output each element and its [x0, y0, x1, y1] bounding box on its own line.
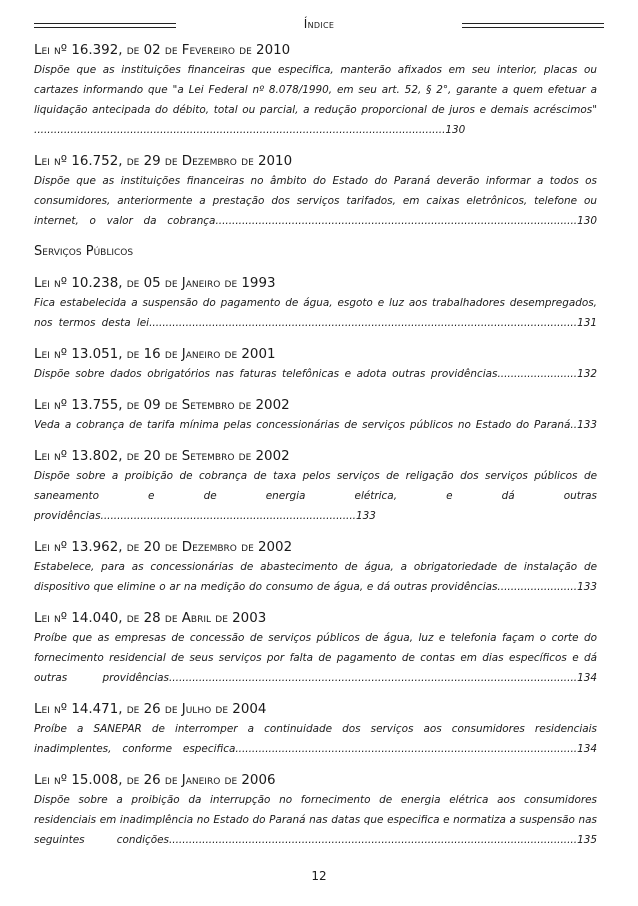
entry-title: Lei nº 13.962, de 20 de Dezembro de 2002 — [34, 540, 293, 555]
entry-title: Lei nº 14.471, de 26 de Julho de 2004 — [34, 702, 267, 717]
index-entry — [34, 397, 597, 435]
index-entry — [34, 610, 597, 688]
entry-description: Fica estabelecida a suspensão do pagamento de água, esgoto e luz aos trabalhadores desempregados, nos termos desta lei.................................................................................................................................131 — [34, 297, 597, 329]
entry-description: Proíbe a SANEPAR de interromper a continuidade dos serviços aos consumidores residenciais inadimplentes, conforme especifica.......................................................................................................134 — [34, 723, 597, 755]
entry-title: Lei nº 13.051, de 16 de Janeiro de 2001 — [34, 347, 276, 362]
page-header — [34, 14, 604, 36]
header-rule-right — [462, 23, 604, 28]
entry-description: Veda a cobrança de tarifa mínima pelas concessionárias de serviços públicos no Estado do Paraná..133 — [34, 419, 597, 431]
entry-title: Lei nº 15.008, de 26 de Janeiro de 2006 — [34, 773, 276, 788]
entry-description: Proíbe que as empresas de concessão de serviços públicos de água, luz e telefonia façam o corte do fornecimento residencial de seus serviços por falta de pagamento de contas em dias específicos e dá outras providências...........................................................................................................................134 — [34, 632, 597, 684]
entry-title: Lei nº 16.752, de 29 de Dezembro de 2010 — [34, 154, 293, 169]
entry-title: Lei nº 13.755, de 09 de Setembro de 2002 — [34, 398, 290, 413]
entry-title: Lei nº 16.392, de 02 de Fevereiro de 2010 — [34, 43, 291, 58]
entry-description: Dispõe sobre a proibição da interrupção no fornecimento de energia elétrica aos consumidores residenciais em inadimplência no Estado do Paraná nas datas que especifica e normatiza a suspensão nas seguintes condições...........................................................................................................................135 — [34, 794, 597, 846]
entry-description: Dispõe que as instituições financeiras que especifica, manterão afixados em seu interior, placas ou cartazes informando que "a Lei Federal nº 8.078/1990, em seu art. 52, § 2°, garante a quem efetuar a liquidação antecipada do débito, total ou parcial, a redução proporcional de juros e demais acréscimos" ............................................................................................................................130 — [34, 64, 597, 136]
index-entry — [34, 42, 597, 140]
section-title: Serviços Públicos — [34, 244, 134, 259]
index-entry — [34, 701, 597, 759]
entry-description: Dispõe sobre a proibição de cobrança de taxa pelos serviços de religação dos serviços públicos de saneamento e de energia elétrica, e dá outras providências.............................................................................133 — [34, 470, 597, 522]
entry-description: Dispõe sobre dados obrigatórios nas faturas telefônicas e adota outras providências........................132 — [34, 368, 597, 380]
index-entry — [34, 275, 597, 333]
index-entry — [34, 346, 597, 384]
page-number: 12 — [311, 869, 327, 883]
entry-title: Lei nº 10.238, de 05 de Janeiro de 1993 — [34, 276, 276, 291]
entry-title: Lei nº 14.040, de 28 de Abril de 2003 — [34, 611, 267, 626]
index-content — [34, 42, 597, 863]
entry-description: Dispõe que as instituições financeiras no âmbito do Estado do Paraná deverão informar a todos os consumidores, anteriormente a prestação dos serviços tarifados, em caixas eletrônicos, telefone ou internet, o valor da cobrança.............................................................................................................130 — [34, 175, 597, 227]
entry-description: Estabelece, para as concessionárias de abastecimento de água, a obrigatoriedade de instalação de dispositivo que elimine o ar na medição do consumo de água, e dá outras providências........................133 — [34, 561, 597, 593]
entry-title: Lei nº 13.802, de 20 de Setembro de 2002 — [34, 449, 290, 464]
index-entry — [34, 772, 597, 850]
header-title: Índice — [303, 17, 335, 31]
index-entry — [34, 448, 597, 526]
index-entry — [34, 153, 597, 231]
index-entry — [34, 539, 597, 597]
